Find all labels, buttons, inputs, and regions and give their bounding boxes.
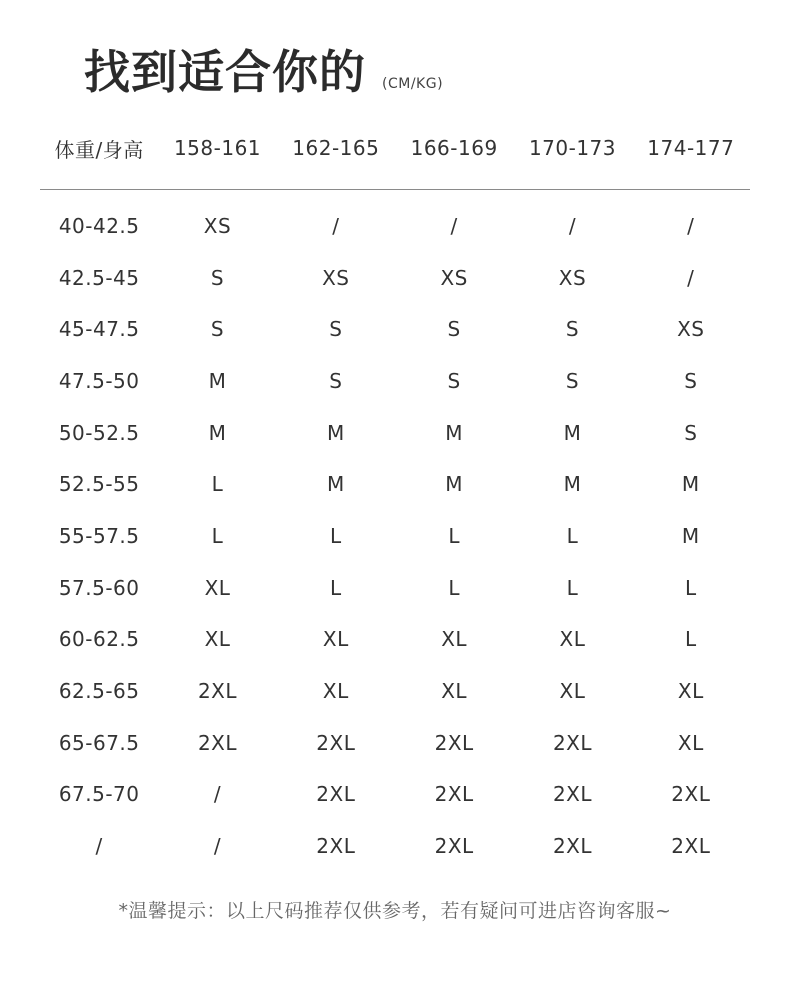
size-cell: S — [565, 317, 580, 342]
page-title: 找到适合你的 — [84, 45, 366, 99]
size-cell: L — [211, 472, 224, 497]
size-cell: 2XL — [671, 834, 711, 859]
size-cell: XS — [203, 213, 232, 238]
weight-range-cell: / — [95, 834, 103, 859]
table-row — [40, 510, 750, 562]
header-cell: 162-165 — [292, 136, 380, 160]
size-cell: 2XL — [316, 782, 356, 807]
size-cell: 2XL — [552, 782, 593, 807]
size-cell: S — [447, 317, 461, 342]
size-cell: S — [565, 368, 580, 393]
weight-range-cell: 62.5-65 — [58, 679, 140, 704]
size-cell: S — [447, 368, 461, 393]
table-row — [40, 562, 750, 614]
size-cell: / — [213, 782, 222, 807]
size-cell: M — [681, 523, 700, 548]
size-cell: XL — [204, 575, 231, 600]
size-cell: XL — [559, 679, 586, 704]
size-cell: S — [684, 368, 698, 393]
size-cell: S — [210, 265, 225, 290]
size-cell: M — [208, 368, 227, 393]
size-cell: 2XL — [552, 834, 593, 859]
table-row — [40, 614, 750, 666]
size-cell: XS — [558, 265, 587, 290]
footnote: *温馨提示：以上尺码推荐仅供参考，若有疑问可进店咨询客服~ — [118, 900, 672, 922]
weight-range-cell: 40-42.5 — [58, 213, 140, 238]
weight-range-cell: 45-47.5 — [58, 317, 140, 342]
size-cell: XL — [441, 627, 468, 652]
size-cell: XL — [441, 679, 468, 704]
table-row — [40, 665, 750, 717]
size-cell: 2XL — [671, 782, 711, 807]
size-cell: L — [566, 575, 579, 600]
size-cell: XL — [322, 679, 349, 704]
size-cell: / — [213, 834, 222, 859]
size-cell: / — [687, 213, 695, 238]
size-cell: 2XL — [197, 679, 238, 704]
size-cell: XS — [440, 265, 468, 290]
size-cell: M — [563, 472, 582, 497]
weight-range-cell: 65-67.5 — [58, 730, 140, 755]
size-cell: XL — [677, 679, 704, 704]
weight-range-cell: 60-62.5 — [58, 627, 140, 652]
size-cell: S — [210, 317, 225, 342]
size-cell: M — [445, 420, 464, 445]
table-row — [40, 355, 750, 407]
header-cell: 174-177 — [647, 136, 735, 160]
table-row — [40, 303, 750, 355]
size-cell: L — [329, 575, 342, 600]
size-cell: L — [448, 575, 460, 600]
size-cell: M — [208, 420, 227, 445]
size-cell: M — [681, 472, 700, 497]
size-cell: / — [568, 213, 577, 238]
size-cell: L — [448, 523, 460, 548]
size-cell: 2XL — [316, 730, 356, 755]
size-cell: 2XL — [197, 730, 238, 755]
size-cell: 2XL — [434, 834, 474, 859]
weight-range-cell: 67.5-70 — [58, 782, 140, 807]
size-cell: M — [326, 472, 345, 497]
table-row — [40, 458, 750, 510]
size-cell: M — [563, 420, 582, 445]
header-divider — [40, 189, 750, 190]
size-cell: S — [329, 368, 343, 393]
size-cell: M — [326, 420, 345, 445]
size-cell: XL — [559, 627, 586, 652]
size-cell: L — [329, 523, 342, 548]
size-cell: XS — [322, 265, 350, 290]
header-cell: 158-161 — [173, 136, 262, 160]
size-cell: 2XL — [316, 834, 356, 859]
weight-range-cell: 42.5-45 — [58, 265, 140, 290]
size-cell: L — [684, 627, 697, 652]
header-cell: 体重/身高 — [54, 137, 144, 162]
table-row — [40, 200, 750, 252]
weight-range-cell: 52.5-55 — [58, 472, 140, 497]
size-cell: XL — [677, 730, 704, 755]
table-header — [40, 128, 750, 168]
size-table-body — [40, 200, 750, 872]
header-cell: 170-173 — [528, 136, 617, 160]
size-cell: L — [566, 523, 579, 548]
table-row — [40, 252, 750, 304]
size-cell: M — [445, 472, 464, 497]
weight-range-cell: 47.5-50 — [58, 368, 140, 393]
table-row — [40, 820, 750, 872]
size-cell: 2XL — [434, 730, 474, 755]
table-row — [40, 769, 750, 821]
size-cell: 2XL — [552, 730, 593, 755]
size-cell: / — [450, 213, 458, 238]
size-cell: S — [684, 420, 698, 445]
size-cell: XL — [204, 627, 231, 652]
size-cell: L — [684, 575, 697, 600]
weight-range-cell: 55-57.5 — [58, 523, 140, 548]
unit-label: (CM/KG) — [382, 76, 444, 92]
title-block — [84, 40, 443, 110]
size-cell: XL — [322, 627, 349, 652]
table-row — [40, 407, 750, 459]
weight-range-cell: 50-52.5 — [58, 420, 140, 445]
table-row — [40, 717, 750, 769]
size-cell: XS — [677, 317, 705, 342]
weight-range-cell: 57.5-60 — [58, 575, 140, 600]
size-cell: S — [329, 317, 343, 342]
size-cell: L — [211, 523, 224, 548]
size-cell: 2XL — [434, 782, 474, 807]
size-cell: / — [332, 213, 340, 238]
header-cell: 166-169 — [410, 136, 498, 160]
size-cell: / — [687, 265, 695, 290]
